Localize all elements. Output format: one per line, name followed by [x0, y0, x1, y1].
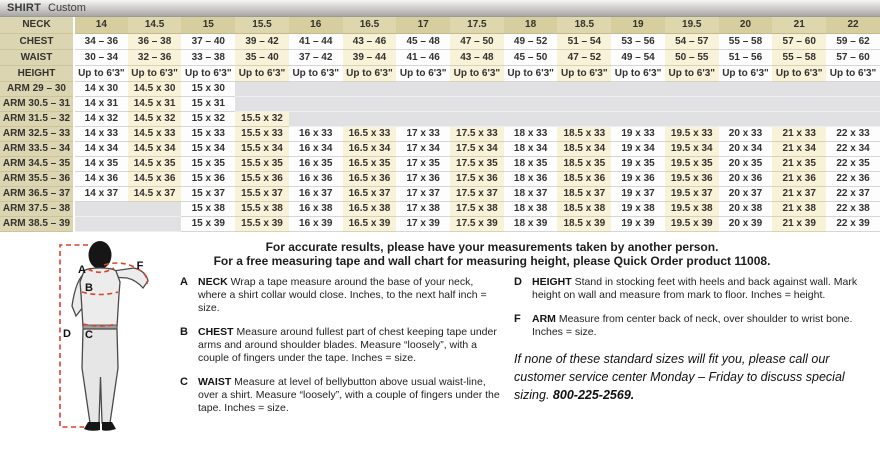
size-cell: 36 – 38 — [128, 33, 182, 49]
size-cell: 49 – 54 — [611, 49, 665, 65]
size-cell: 18 x 39 — [504, 216, 558, 231]
size-cell: 16.5 x 37 — [343, 186, 397, 201]
size-cell: 43 – 46 — [343, 33, 397, 49]
measuring-guide — [0, 232, 880, 449]
measure-instruction-arm — [514, 313, 880, 339]
size-cell: Up to 6'3" — [235, 65, 289, 81]
size-cell: 19.5 x 36 — [665, 171, 719, 186]
size-cell: 21 x 33 — [772, 126, 826, 141]
size-cell — [719, 111, 773, 126]
size-cell — [665, 81, 719, 96]
size-cell — [450, 111, 504, 126]
figure-legs — [82, 329, 118, 423]
size-cell — [719, 96, 773, 111]
size-cell: 37 – 42 — [289, 49, 343, 65]
row-label: ARM 36.5 – 37 — [0, 186, 74, 201]
size-cell: 21 x 36 — [772, 171, 826, 186]
size-cell: 16.5 x 33 — [343, 126, 397, 141]
measurement-figure — [0, 236, 172, 449]
instruction-letter: C — [180, 375, 188, 388]
size-cell: 14.5 x 33 — [128, 126, 182, 141]
size-cell: 19 x 34 — [611, 141, 665, 156]
size-cell: 15 x 38 — [181, 201, 235, 216]
size-cell: 14 x 35 — [74, 156, 128, 171]
size-cell — [128, 201, 182, 216]
size-cell: Up to 6'3" — [557, 65, 611, 81]
size-cell: Up to 6'3" — [772, 65, 826, 81]
size-cell: 45 – 50 — [504, 49, 558, 65]
size-cell: 15.5 x 36 — [235, 171, 289, 186]
size-cell: 14 x 32 — [74, 111, 128, 126]
body-diagram — [0, 236, 172, 444]
size-cell: 17.5 x 38 — [450, 201, 504, 216]
row-label: CHEST — [0, 33, 74, 49]
measure-instruction-chest — [180, 326, 502, 365]
size-cell: 19 x 35 — [611, 156, 665, 171]
size-cell: 43 – 48 — [450, 49, 504, 65]
size-cell: 16 x 35 — [289, 156, 343, 171]
size-cell: 32 – 36 — [128, 49, 182, 65]
size-cell: 19.5 x 37 — [665, 186, 719, 201]
size-cell — [74, 216, 128, 231]
instruction-term: NECK — [198, 275, 231, 288]
size-cell: 17.5 x 36 — [450, 171, 504, 186]
table-title-brand: SHIRT — [7, 2, 41, 14]
size-cell: 15.5 x 38 — [235, 201, 289, 216]
size-cell: 18 x 33 — [504, 126, 558, 141]
size-cell — [772, 96, 826, 111]
instruction-letter: B — [180, 325, 188, 338]
size-table — [0, 17, 880, 232]
size-cell: 16 x 38 — [289, 201, 343, 216]
size-cell: 57 – 60 — [826, 49, 880, 65]
row-label: ARM 34.5 – 35 — [0, 156, 74, 171]
size-cell — [289, 111, 343, 126]
size-cell: 18.5 x 38 — [557, 201, 611, 216]
row-label: ARM 30.5 – 31 — [0, 96, 74, 111]
size-cell: 15.5 x 37 — [235, 186, 289, 201]
measuring-intro — [172, 238, 880, 276]
size-cell: 15 x 31 — [181, 96, 235, 111]
figure-head — [89, 241, 112, 269]
instructions-column-right — [514, 276, 880, 426]
size-cell — [557, 96, 611, 111]
neck-size: 14.5 — [128, 17, 182, 33]
size-cell: 34 – 36 — [74, 33, 128, 49]
neck-size: 17.5 — [450, 17, 504, 33]
size-cell: 15.5 x 32 — [235, 111, 289, 126]
neck-size: 21 — [772, 17, 826, 33]
size-cell: Up to 6'3" — [74, 65, 128, 81]
size-cell — [450, 81, 504, 96]
neck-size: 22 — [826, 17, 880, 33]
size-cell: 16 x 39 — [289, 216, 343, 231]
row-label: ARM 32.5 – 33 — [0, 126, 74, 141]
size-cell: 19.5 x 35 — [665, 156, 719, 171]
size-cell: 19.5 x 34 — [665, 141, 719, 156]
size-cell: 21 x 38 — [772, 201, 826, 216]
size-cell: 18 x 37 — [504, 186, 558, 201]
row-label: ARM 37.5 – 38 — [0, 201, 74, 216]
size-cell — [396, 96, 450, 111]
row-label: NECK — [0, 17, 74, 33]
figure-left-shoe — [84, 422, 100, 431]
size-cell: Up to 6'3" — [396, 65, 450, 81]
size-cell — [128, 216, 182, 231]
size-cell: 20 x 38 — [719, 201, 773, 216]
row-label: HEIGHT — [0, 65, 74, 81]
size-cell: 17.5 x 37 — [450, 186, 504, 201]
size-cell: 17 x 33 — [396, 126, 450, 141]
size-cell: 19.5 x 38 — [665, 201, 719, 216]
size-cell: 15 x 32 — [181, 111, 235, 126]
size-cell: 16.5 x 39 — [343, 216, 397, 231]
size-cell: 57 – 60 — [772, 33, 826, 49]
size-cell: 39 – 44 — [343, 49, 397, 65]
size-cell: 41 – 46 — [396, 49, 450, 65]
size-cell — [235, 81, 289, 96]
size-cell: 19 x 36 — [611, 171, 665, 186]
size-cell: 19 x 38 — [611, 201, 665, 216]
size-cell: 20 x 39 — [719, 216, 773, 231]
size-cell — [611, 81, 665, 96]
size-cell: 37 – 40 — [181, 33, 235, 49]
size-cell — [396, 81, 450, 96]
size-cell: Up to 6'3" — [343, 65, 397, 81]
size-cell — [396, 111, 450, 126]
size-cell: 59 – 62 — [826, 33, 880, 49]
neck-size: 14 — [74, 17, 128, 33]
size-cell: 15 x 36 — [181, 171, 235, 186]
size-cell — [611, 96, 665, 111]
size-cell: 14.5 x 37 — [128, 186, 182, 201]
size-cell: 22 x 33 — [826, 126, 880, 141]
instruction-text: ARM Measure from center back of neck, over shoulder to wrist bone. Inches = size. — [532, 312, 853, 338]
size-cell: 16 x 33 — [289, 126, 343, 141]
size-cell — [557, 81, 611, 96]
neck-size: 20 — [719, 17, 773, 33]
size-cell: 19.5 x 33 — [665, 126, 719, 141]
instruction-letter: D — [514, 275, 522, 288]
size-cell — [504, 111, 558, 126]
size-cell: 17 x 39 — [396, 216, 450, 231]
size-cell: 51 – 54 — [557, 33, 611, 49]
size-cell — [450, 96, 504, 111]
size-cell: 15 x 34 — [181, 141, 235, 156]
size-cell: 17 x 36 — [396, 171, 450, 186]
size-cell: 15.5 x 33 — [235, 126, 289, 141]
size-cell — [235, 96, 289, 111]
size-cell: Up to 6'3" — [128, 65, 182, 81]
special-sizing-note — [514, 350, 880, 404]
size-cell — [74, 201, 128, 216]
size-cell: 21 x 35 — [772, 156, 826, 171]
size-cell — [826, 111, 880, 126]
size-cell: 18.5 x 35 — [557, 156, 611, 171]
size-cell — [665, 111, 719, 126]
size-cell: 18 x 35 — [504, 156, 558, 171]
size-cell: 20 x 33 — [719, 126, 773, 141]
size-cell: 14.5 x 35 — [128, 156, 182, 171]
size-cell: 47 – 50 — [450, 33, 504, 49]
size-cell: 17.5 x 34 — [450, 141, 504, 156]
figure-label-c: C — [85, 328, 93, 341]
row-label: ARM 33.5 – 34 — [0, 141, 74, 156]
size-cell: 16 x 34 — [289, 141, 343, 156]
instruction-term: ARM — [532, 312, 559, 325]
size-cell: 17 x 37 — [396, 186, 450, 201]
instruction-term: CHEST — [198, 325, 237, 338]
size-cell: 15 x 35 — [181, 156, 235, 171]
size-cell — [504, 96, 558, 111]
instruction-text: CHEST Measure around fullest part of chest keeping tape under arms and around shoulder blades. Measure “loosely”, with a couple of fingers under the tape. Inches = size. — [198, 325, 497, 364]
size-cell — [719, 81, 773, 96]
size-cell: 20 x 35 — [719, 156, 773, 171]
size-cell: Up to 6'3" — [289, 65, 343, 81]
size-cell: 22 x 38 — [826, 201, 880, 216]
size-cell: 18.5 x 39 — [557, 216, 611, 231]
neck-size: 18 — [504, 17, 558, 33]
note-text: If none of these standard sizes will fit you, please call our customer service center Monday – Friday to discuss special sizing. — [514, 351, 845, 402]
size-cell: Up to 6'3" — [611, 65, 665, 81]
size-cell: Up to 6'3" — [504, 65, 558, 81]
size-cell: 15.5 x 39 — [235, 216, 289, 231]
size-cell: 18 x 38 — [504, 201, 558, 216]
size-cell: 14.5 x 30 — [128, 81, 182, 96]
size-cell: 21 x 34 — [772, 141, 826, 156]
size-cell: 16.5 x 38 — [343, 201, 397, 216]
size-cell: 50 – 55 — [665, 49, 719, 65]
figure-right-shoe — [102, 422, 116, 431]
instruction-text: NECK Wrap a tape measure around the base of your neck, where a shirt collar would close. Inches, to the next half inch = size. — [198, 275, 487, 314]
size-cell: Up to 6'3" — [826, 65, 880, 81]
size-cell: 22 x 36 — [826, 171, 880, 186]
neck-size: 19.5 — [665, 17, 719, 33]
instructions-column-left — [180, 276, 502, 426]
size-cell: 16.5 x 35 — [343, 156, 397, 171]
size-cell: 17 x 38 — [396, 201, 450, 216]
size-cell: 17 x 34 — [396, 141, 450, 156]
size-cell: 14 x 34 — [74, 141, 128, 156]
size-cell — [343, 81, 397, 96]
row-label: ARM 31.5 – 32 — [0, 111, 74, 126]
size-cell: 55 – 58 — [719, 33, 773, 49]
figure-label-b: B — [85, 281, 93, 294]
size-cell: 18.5 x 37 — [557, 186, 611, 201]
size-cell: 14.5 x 32 — [128, 111, 182, 126]
size-cell: 41 – 44 — [289, 33, 343, 49]
size-cell: 19 x 37 — [611, 186, 665, 201]
row-label: ARM 38.5 – 39 — [0, 216, 74, 231]
neck-size: 18.5 — [557, 17, 611, 33]
size-cell: 33 – 38 — [181, 49, 235, 65]
size-cell: 22 x 39 — [826, 216, 880, 231]
size-cell: Up to 6'3" — [719, 65, 773, 81]
size-cell: 15.5 x 35 — [235, 156, 289, 171]
neck-size: 16.5 — [343, 17, 397, 33]
size-cell — [665, 96, 719, 111]
neck-size: 19 — [611, 17, 665, 33]
row-label: ARM 29 – 30 — [0, 81, 74, 96]
size-cell: 14 x 36 — [74, 171, 128, 186]
size-cell: 53 – 56 — [611, 33, 665, 49]
row-label: WAIST — [0, 49, 74, 65]
size-cell: 14.5 x 34 — [128, 141, 182, 156]
size-cell: 18.5 x 34 — [557, 141, 611, 156]
size-cell: 30 – 34 — [74, 49, 128, 65]
size-cell — [826, 81, 880, 96]
size-cell — [504, 81, 558, 96]
size-cell: 16 x 37 — [289, 186, 343, 201]
size-cell: 18.5 x 33 — [557, 126, 611, 141]
size-cell — [611, 111, 665, 126]
size-cell: 47 – 52 — [557, 49, 611, 65]
size-cell: 18 x 34 — [504, 141, 558, 156]
size-cell: 14 x 31 — [74, 96, 128, 111]
size-cell: 14 x 37 — [74, 186, 128, 201]
size-cell: 51 – 56 — [719, 49, 773, 65]
size-cell — [289, 81, 343, 96]
row-label: ARM 35.5 – 36 — [0, 171, 74, 186]
neck-size: 16 — [289, 17, 343, 33]
measure-instruction-neck — [180, 276, 502, 315]
size-cell: 21 x 37 — [772, 186, 826, 201]
intro-line-2: For a free measuring tape and wall chart for measuring height, please Quick Order product 11008. — [213, 253, 771, 268]
note-phone: 800-225-2569. — [552, 387, 635, 402]
measure-instruction-waist — [180, 376, 502, 415]
figure-label-d: D — [63, 327, 71, 340]
neck-size: 17 — [396, 17, 450, 33]
size-cell: 17.5 x 33 — [450, 126, 504, 141]
size-cell — [289, 96, 343, 111]
instruction-text: HEIGHT Stand in stocking feet with heels and back against wall. Mark height on wall and measure from mark to floor. Inches = height. — [532, 275, 858, 301]
size-cell: 19 x 33 — [611, 126, 665, 141]
measure-instruction-height — [514, 276, 880, 302]
size-cell: 22 x 35 — [826, 156, 880, 171]
size-cell — [826, 96, 880, 111]
size-cell: 21 x 39 — [772, 216, 826, 231]
size-cell: 19 x 39 — [611, 216, 665, 231]
size-cell: 39 – 42 — [235, 33, 289, 49]
size-cell: 16 x 36 — [289, 171, 343, 186]
instruction-text: WAIST Measure at level of bellybutton above usual waist-line, over a shirt. Measure “loosely”, with a couple of fingers under the tape. Inches = size. — [198, 375, 500, 414]
size-cell: 55 – 58 — [772, 49, 826, 65]
figure-label-f: F — [136, 259, 144, 272]
size-cell: 15 x 39 — [181, 216, 235, 231]
size-cell: 14.5 x 36 — [128, 171, 182, 186]
size-cell — [772, 111, 826, 126]
size-cell: Up to 6'3" — [665, 65, 719, 81]
size-cell: 20 x 34 — [719, 141, 773, 156]
size-cell: 17.5 x 39 — [450, 216, 504, 231]
size-cell: 18 x 36 — [504, 171, 558, 186]
size-cell: 22 x 34 — [826, 141, 880, 156]
instruction-letter: A — [180, 275, 188, 288]
size-cell — [557, 111, 611, 126]
size-cell: Up to 6'3" — [450, 65, 504, 81]
size-cell: 20 x 37 — [719, 186, 773, 201]
size-cell: 14 x 33 — [74, 126, 128, 141]
size-cell — [772, 81, 826, 96]
size-cell: 15 x 37 — [181, 186, 235, 201]
size-cell: 35 – 40 — [235, 49, 289, 65]
size-cell: 49 – 52 — [504, 33, 558, 49]
size-cell: Up to 6'3" — [181, 65, 235, 81]
size-cell: 18.5 x 36 — [557, 171, 611, 186]
size-cell: 15 x 30 — [181, 81, 235, 96]
size-cell: 15.5 x 34 — [235, 141, 289, 156]
size-cell — [343, 96, 397, 111]
figure-label-a: A — [78, 263, 86, 276]
size-cell: 54 – 57 — [665, 33, 719, 49]
table-title-variant: Custom — [48, 2, 86, 14]
size-cell: 22 x 37 — [826, 186, 880, 201]
size-cell: 45 – 48 — [396, 33, 450, 49]
size-cell: 16.5 x 34 — [343, 141, 397, 156]
neck-size: 15 — [181, 17, 235, 33]
size-cell: 16.5 x 36 — [343, 171, 397, 186]
instruction-letter: F — [514, 312, 521, 325]
instruction-term: HEIGHT — [532, 275, 575, 288]
neck-size: 15.5 — [235, 17, 289, 33]
size-cell: 19.5 x 39 — [665, 216, 719, 231]
intro-line-1: For accurate results, please have your measurements taken by another person. — [265, 239, 719, 254]
figure-torso — [80, 268, 120, 327]
size-cell: 17 x 35 — [396, 156, 450, 171]
size-cell: 20 x 36 — [719, 171, 773, 186]
size-cell: 14 x 30 — [74, 81, 128, 96]
size-cell — [343, 111, 397, 126]
size-cell: 14.5 x 31 — [128, 96, 182, 111]
size-cell: 17.5 x 35 — [450, 156, 504, 171]
instruction-term: WAIST — [198, 375, 235, 388]
size-cell: 15 x 33 — [181, 126, 235, 141]
table-title-bar — [0, 0, 880, 17]
